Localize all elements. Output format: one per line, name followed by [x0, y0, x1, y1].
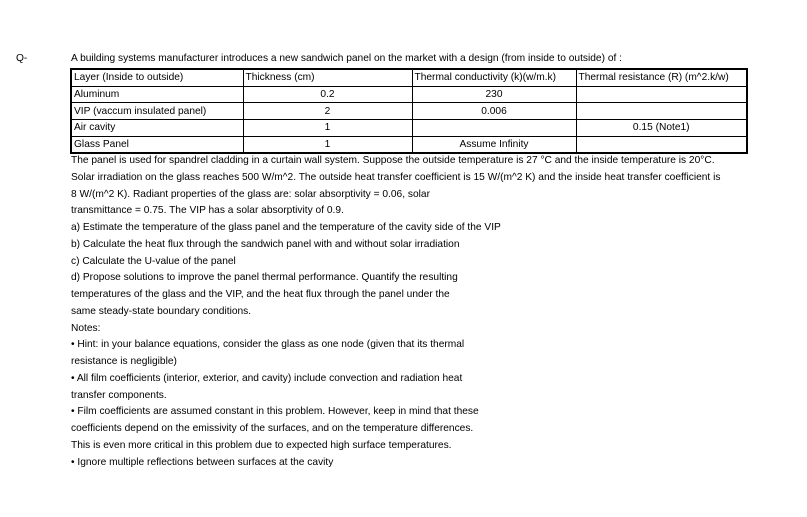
- cell-resistance: [576, 103, 747, 120]
- table-row: [71, 136, 747, 153]
- cell-thickness: 2: [243, 103, 412, 120]
- body-line: 8 W/(m^2 K). Radiant properties of the glass are: solar absorptivity = 0.06, solar: [71, 188, 430, 200]
- cell-thickness: 1: [243, 136, 412, 153]
- notes-heading: Notes:: [71, 322, 101, 334]
- header-conductivity: Thermal conductivity (k)(w/m.k): [412, 69, 576, 86]
- header-resistance: Thermal resistance (R) (m^2.k/w): [576, 69, 747, 86]
- body-line: same steady-state boundary conditions.: [71, 305, 252, 317]
- question-body: [71, 153, 791, 471]
- body-line: transfer components.: [71, 389, 167, 401]
- note-item: • All film coefficients (interior, exterior, and cavity) include convection and radiation heat: [71, 372, 463, 384]
- body-line: coefficients depend on the emissivity of the surfaces, and on the temperature differences.: [71, 423, 474, 434]
- cell-layer: Aluminum: [71, 86, 243, 103]
- header-layer: Layer (Inside to outside): [71, 69, 243, 86]
- part-d: d) Propose solutions to improve the panel thermal performance. Quantify the resulting: [71, 272, 458, 284]
- table-row: [71, 86, 747, 103]
- cell-conductivity: [412, 120, 576, 137]
- body-line: The panel is used for spandrel cladding in a curtain wall system. Suppose the outside temperature is 27 °C and the inside temperature is 20°C.: [71, 155, 715, 166]
- cell-conductivity: 0.006: [412, 103, 576, 120]
- cell-conductivity: 230: [412, 86, 576, 103]
- cell-layer: Glass Panel: [71, 136, 243, 153]
- note-item: • Ignore multiple reflections between surfaces at the cavity: [71, 456, 334, 468]
- table-header-row: [71, 69, 747, 86]
- part-c: c) Calculate the U-value of the panel: [71, 255, 236, 267]
- header-thickness: Thickness (cm): [243, 69, 412, 86]
- note-item: • Film coefficients are assumed constant in this problem. However, keep in mind that these: [71, 406, 479, 418]
- cell-layer: Air cavity: [71, 120, 243, 137]
- body-line: Solar irradiation on the glass reaches 500 W/m^2. The outside heat transfer coefficient is 15 W/(m^2 K) and the inside heat transfer coefficient is: [71, 171, 721, 183]
- note-item: • Hint: in your balance equations, consider the glass as one node (given that its thermal: [71, 339, 465, 351]
- table-row: [71, 103, 747, 120]
- table-row: [71, 120, 747, 137]
- cell-thickness: 1: [243, 120, 412, 137]
- body-line: transmittance = 0.75. The VIP has a solar absorptivity of 0.9.: [71, 205, 344, 217]
- layer-properties-table: [70, 68, 748, 154]
- part-b: b) Calculate the heat flux through the sandwich panel with and without solar irradiation: [71, 238, 460, 250]
- cell-thickness: 0.2: [243, 86, 412, 103]
- cell-layer: VIP (vaccum insulated panel): [71, 103, 243, 120]
- body-line: resistance is negligible): [71, 356, 177, 367]
- cell-resistance: [576, 136, 747, 153]
- cell-conductivity: Assume Infinity: [412, 136, 576, 153]
- body-line: temperatures of the glass and the VIP, and the heat flux through the panel under the: [71, 289, 450, 300]
- cell-resistance: 0.15 (Note1): [576, 120, 747, 137]
- body-line: This is even more critical in this problem due to expected high surface temperatures.: [71, 439, 452, 451]
- cell-resistance: [576, 86, 747, 103]
- question-label: Q-: [16, 53, 28, 64]
- part-a: a) Estimate the temperature of the glass panel and the temperature of the cavity side of the VIP: [71, 222, 501, 233]
- question-intro: A building systems manufacturer introduces a new sandwich panel on the market with a design (from inside to outside) of :: [71, 53, 622, 64]
